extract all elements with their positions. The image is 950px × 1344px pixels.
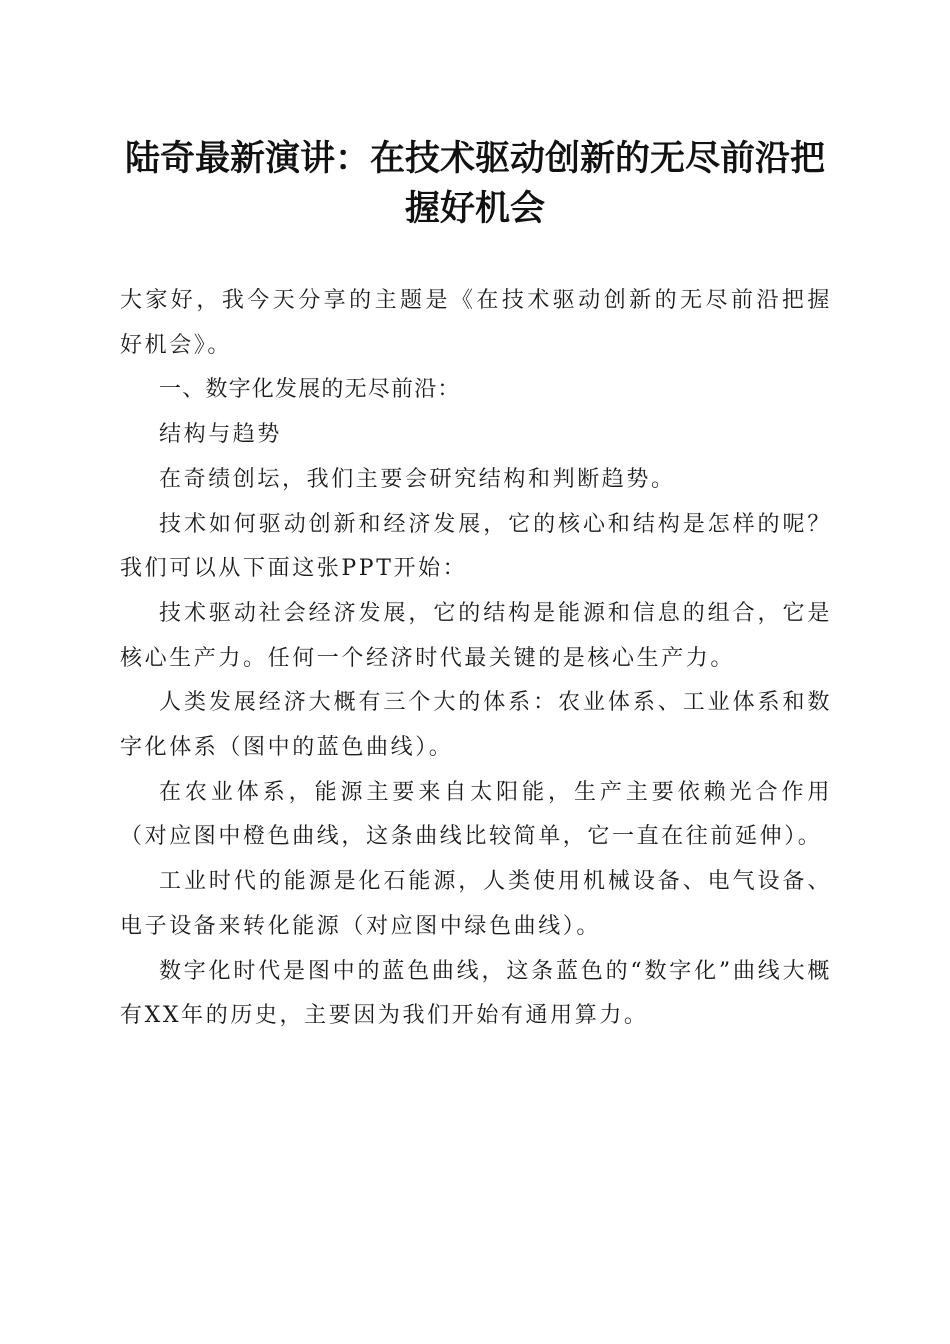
document-body — [120, 279, 832, 1039]
section-heading: 一、数字化发展的无尽前沿： — [159, 377, 461, 403]
paragraph: 技术驱动社会经济发展，它的结构是能源和信息的组合，它是核心生产力。任何一个经济时代最关键的是核心生产力。 — [120, 600, 832, 671]
title-line-2: 握好机会 — [404, 189, 545, 229]
paragraph: 在奇绩创坛，我们主要会研究结构和判断趋势。 — [159, 466, 676, 492]
paragraph: 数字化时代是图中的蓝色曲线，这条蓝色的“数字化”曲线大概有XX年的历史，主要因为我们开始有通用算力。 — [120, 958, 832, 1029]
section-subheading: 结构与趋势 — [159, 422, 283, 448]
paragraph: 人类发展经济大概有三个大的体系：农业体系、工业体系和数字化体系（图中的蓝色曲线）。 — [120, 690, 832, 761]
paragraph: 技术如何驱动创新和经济发展，它的核心和结构是怎样的呢？我们可以从下面这张PPT开始： — [120, 511, 832, 582]
title-line-1: 陆奇最新演讲：在技术驱动创新的无尽前沿把 — [124, 139, 825, 179]
paragraph: 在农业体系，能源主要来自太阳能，生产主要依赖光合作用（对应图中橙色曲线，这条曲线比较简单，它一直在往前延伸）。 — [120, 779, 832, 850]
document-title — [100, 134, 850, 234]
paragraph-greeting: 大家好，我今天分享的主题是《在技术驱动创新的无尽前沿把握好机会》。 — [120, 288, 832, 358]
paragraph: 工业时代的能源是化石能源，人类使用机械设备、电气设备、电子设备来转化能源（对应图中绿色曲线）。 — [120, 869, 832, 939]
